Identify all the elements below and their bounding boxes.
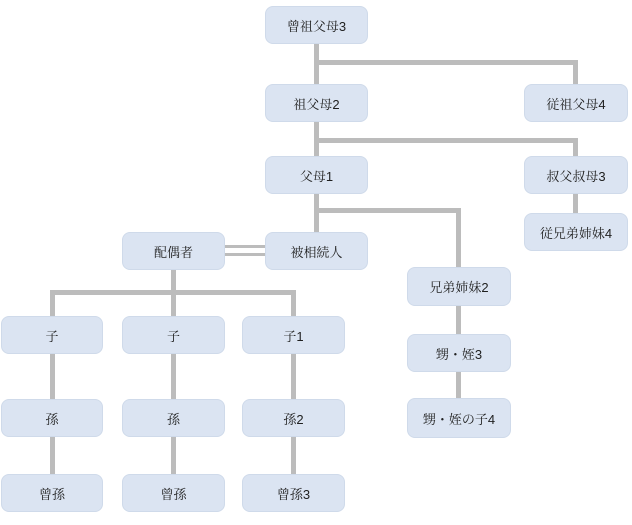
connector-siblings-nephew [456, 306, 461, 334]
marriage-line-top [225, 245, 265, 248]
connector-uncle-drop [573, 138, 578, 156]
marriage-line-bottom [225, 253, 265, 256]
connector-child3-grandchild3 [291, 354, 296, 399]
node-spouse[interactable]: 配偶者 [122, 232, 225, 270]
connector-granduncle-drop [573, 60, 578, 84]
node-child-3[interactable]: 子1 [242, 316, 345, 354]
connector-child2-grandchild2 [171, 354, 176, 399]
node-siblings[interactable]: 兄弟姉妹2 [407, 267, 511, 306]
node-grandparents[interactable]: 祖父母2 [265, 84, 368, 122]
node-nephew-niece-child[interactable]: 甥・姪の子4 [407, 398, 511, 438]
node-nephew-niece[interactable]: 甥・姪3 [407, 334, 511, 372]
connector-grandchild1-greatgrandchild1 [50, 437, 55, 474]
node-grandchild-3[interactable]: 孫2 [242, 399, 345, 437]
node-parents[interactable]: 父母1 [265, 156, 368, 194]
node-great-grandchild-2[interactable]: 曾孫 [122, 474, 225, 512]
connector-branch-granduncle-horizontal [314, 60, 578, 65]
node-grandchild-1[interactable]: 孫 [1, 399, 103, 437]
connector-child1-grandchild1 [50, 354, 55, 399]
connector-grandchild3-greatgrandchild3 [291, 437, 296, 474]
connector-children-horizontal [50, 290, 296, 295]
connector-child3-drop [291, 290, 296, 316]
node-cousins[interactable]: 従兄弟姉妹4 [524, 213, 628, 251]
connector-branch-siblings-horizontal [314, 208, 461, 213]
node-decedent[interactable]: 被相続人 [265, 232, 368, 270]
connector-grandchild2-greatgrandchild2 [171, 437, 176, 474]
connector-nephew-nephewchild [456, 372, 461, 398]
node-child-2[interactable]: 子 [122, 316, 225, 354]
node-great-grandparents[interactable]: 曾祖父母3 [265, 6, 368, 44]
connector-parents-decedent [314, 194, 319, 232]
node-uncle-aunt[interactable]: 叔父叔母3 [524, 156, 628, 194]
node-child-1[interactable]: 子 [1, 316, 103, 354]
node-grand-uncle-aunt[interactable]: 従祖父母4 [524, 84, 628, 122]
connector-branch-uncle-horizontal [314, 138, 578, 143]
connector-uncle-cousins [573, 194, 578, 213]
node-great-grandchild-1[interactable]: 曾孫 [1, 474, 103, 512]
connector-siblings-drop [456, 208, 461, 267]
node-grandchild-2[interactable]: 孫 [122, 399, 225, 437]
node-great-grandchild-3[interactable]: 曾孫3 [242, 474, 345, 512]
connector-child1-drop [50, 290, 55, 316]
